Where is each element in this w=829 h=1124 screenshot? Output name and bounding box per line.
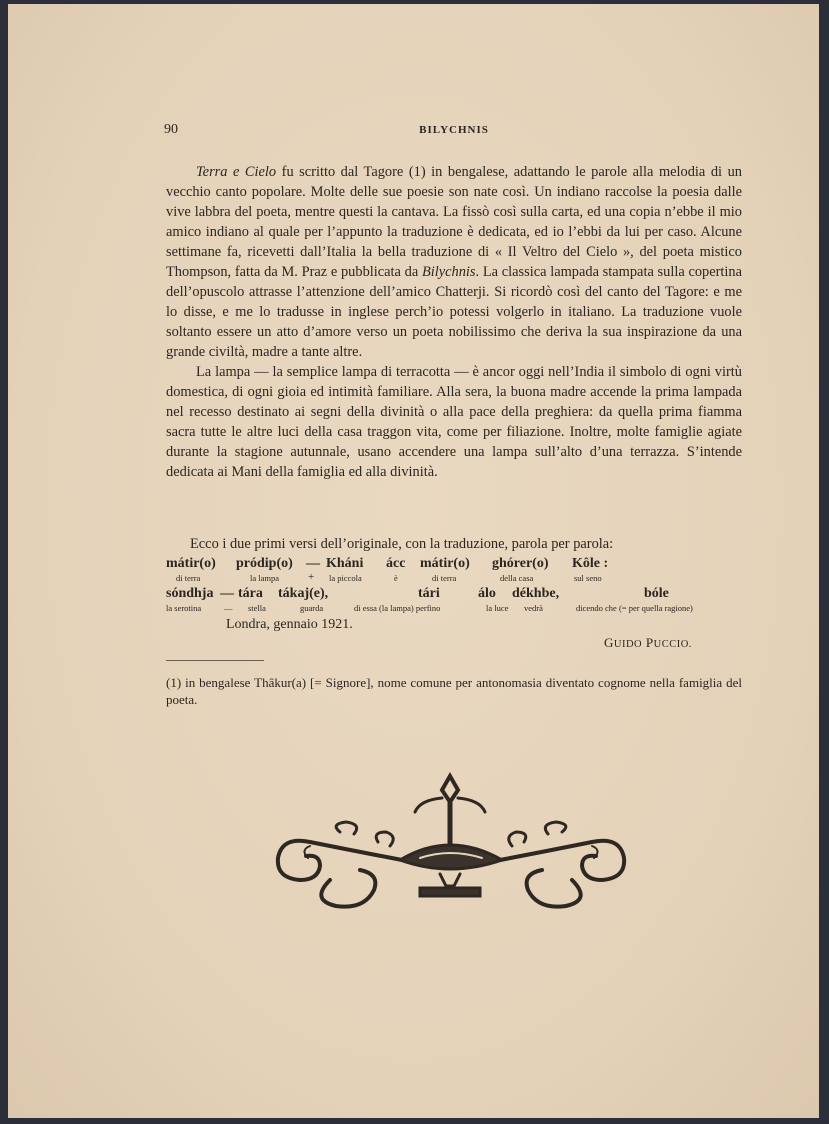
signature	[604, 635, 692, 651]
verse-gloss: la serotina	[166, 603, 202, 613]
verse-word: pródip(o)	[236, 556, 293, 571]
verse-word: ghórer(o)	[492, 556, 549, 571]
footnote: (1) in bengalese Thâkur(a) [= Signore], nome comune per antonomasia diventato cognome nella famiglia del poeta.	[166, 675, 742, 707]
verse-gloss: guarda	[300, 603, 324, 613]
sig-initial-2: P	[645, 635, 654, 650]
verse-gloss: dicendo che (= per quella ragione)	[576, 603, 693, 613]
verse-word: bóle	[644, 586, 669, 601]
verse-word: Kôle :	[572, 556, 609, 571]
place-date: Londra, gennaio 1921.	[226, 617, 353, 632]
verse-gloss: stella	[248, 603, 266, 613]
verse-word: ácc	[386, 556, 406, 571]
running-title: BILYCHNIS	[419, 124, 489, 136]
journal-italic: Bilychnis	[421, 264, 476, 280]
sig-initial: G	[604, 635, 614, 650]
verse-word: sóndhja	[166, 586, 214, 601]
title-italic: Terra e Cielo	[196, 164, 277, 180]
verse-gloss: sul seno	[574, 573, 602, 583]
verse-gloss: —	[224, 603, 233, 613]
oil-lamp-ornament-icon	[270, 770, 632, 920]
paragraph-1-text: fu scritto dal Tagore (1) in bengalese, adattando le parole alla melodia di un vecchio canto popolare. Molte delle sue poesie son nate così. Un indiano raccolse la poesia dalle vive labbra del poeta, mentre questi la cantava. La fissò così sulla carta, ed una copia n’ebbe il mio amico indiano al quale per l’appunto la traduzione è dedicata, ed io l’ebbi da lui per caso. Alcune settimane fa, ricevetti dall’Italia la bella traduzione di « Il Veltro del Cielo », del poeta mistico Thompson, fatta da M. Praz e pubblicata da	[166, 164, 742, 280]
page-number: 90	[164, 122, 178, 137]
page-header	[164, 122, 744, 140]
verse-word: —	[220, 586, 234, 601]
main-text	[166, 162, 742, 482]
book-page	[8, 4, 819, 1118]
footnote-rule	[166, 660, 264, 661]
verse-gloss: della casa	[500, 573, 534, 583]
verse-word: tákaj(e),	[278, 586, 329, 601]
verse-gloss: la luce	[486, 603, 509, 613]
sig-first-rest: UIDO	[613, 639, 643, 650]
verse-gloss: di essa (la lampa) perfino	[354, 603, 441, 613]
verse-word: tára	[238, 586, 263, 601]
verse-gloss: di terra	[432, 573, 457, 583]
verse-line-1	[166, 556, 746, 590]
paragraph-2: La lampa — la semplice lampa di terracotta — è ancor oggi nell’India il simbolo di ogni virtù domestica, di ogni gioia ed intimità familiare. Alla sera, la buona madre accende la prima lampada nel recesso destinato ai segni della divinità o alla pace della preghiera: da quella prima fiamma sacra tutte le altre luci della casa traggon vita, come per filiazione. Inoltre, molte famiglie agiate durante la stagione autunnale, usano accendere una lampa sull’alto d’una terrazza. S’intende dedicata ai Mani della famiglia ed alla divinità.	[166, 364, 742, 480]
verse-gloss: +	[308, 571, 315, 583]
paragraph-1	[166, 162, 742, 362]
verse-word: Kháni	[326, 556, 364, 571]
verse-gloss: è	[394, 573, 398, 583]
verse-word: álo	[478, 586, 496, 601]
verse-word: dékhbe,	[512, 586, 560, 601]
verse-word: mátir(o)	[166, 556, 216, 571]
verse-word: mátir(o)	[420, 556, 470, 571]
verse-word: tári	[418, 586, 440, 601]
sig-last-rest: UCCIO.	[653, 639, 692, 650]
verse-line-2	[166, 586, 746, 620]
paragraph-1-end: . La classica lampada stampata sulla copertina dell’opuscolo attrasse l’attenzione dell’amico Chatterji. Si ricordò così del canto del Tagore: e me lo disse, e me lo tradusse in inglese perch’io potessi volgerlo in italiano. La traduzione vuole soltanto essere un atto d’amore verso un poeta nobilissimo che deriva la sua inspirazione da una grande civiltà, madre a tante altre.	[166, 264, 742, 360]
verse-gloss: la piccola	[329, 573, 362, 583]
verse-gloss: di terra	[176, 573, 201, 583]
verse-word: —	[306, 556, 320, 571]
verse-intro: Ecco i due primi versi dell’originale, con la traduzione, parola per parola:	[190, 536, 614, 552]
verse-gloss: vedrà	[524, 603, 543, 613]
verse-gloss: la lampa	[250, 573, 280, 583]
